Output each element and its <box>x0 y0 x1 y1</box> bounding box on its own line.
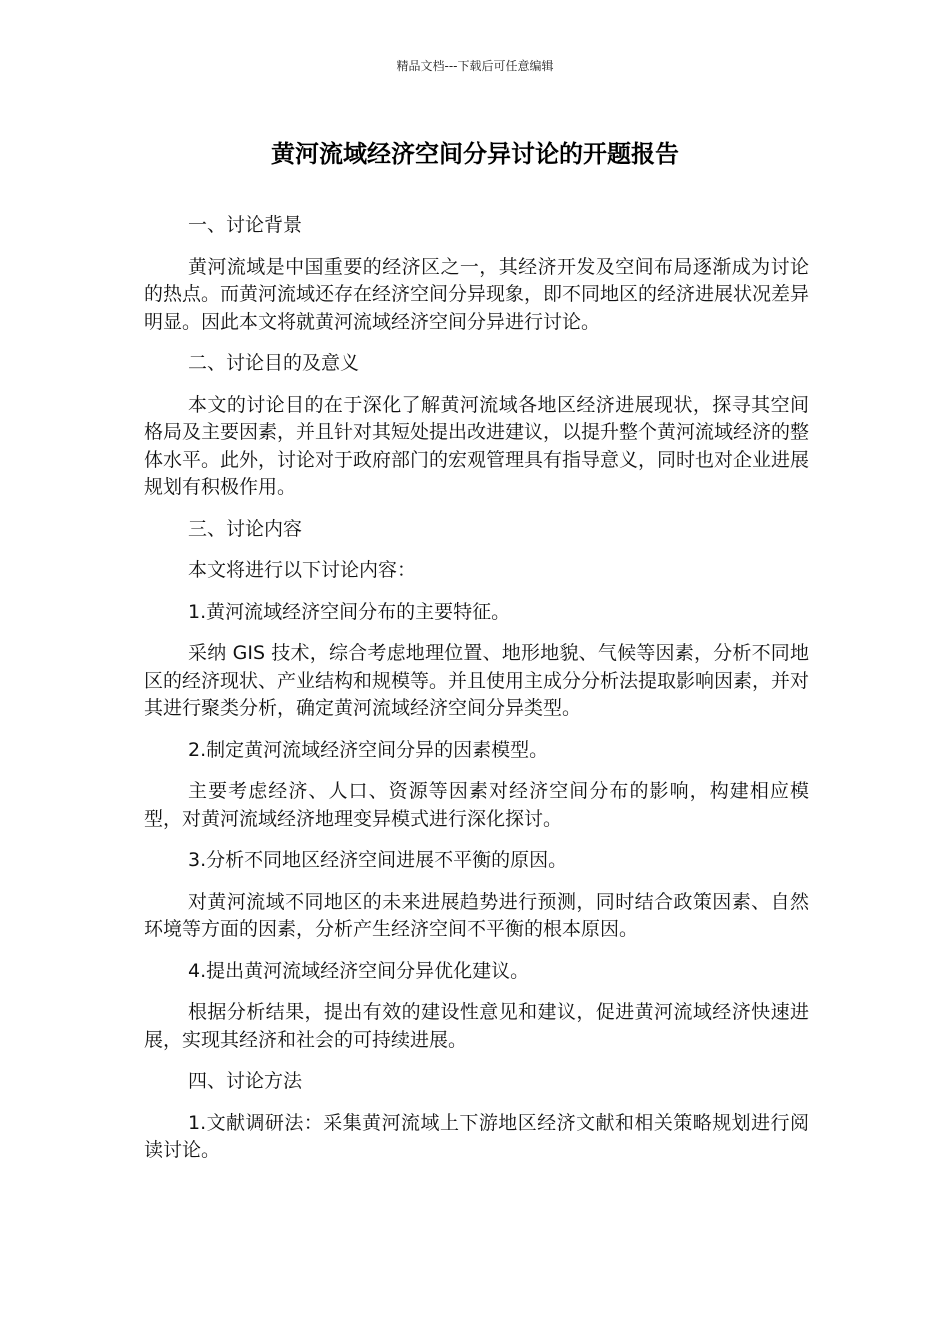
paragraph-content-intro: 本文将进行以下讨论内容： <box>188 559 417 581</box>
paragraph-content-4: 根据分析结果，提出有效的建设性意见和建议，促进黄河流域经济快速进展，实现其经济和社会的可持续进展。 <box>144 1001 809 1051</box>
document-body <box>144 212 809 1179</box>
paragraph-background: 黄河流域是中国重要的经济区之一，其经济开发及空间布局逐渐成为讨论的热点。而黄河流域还存在经济空间分异现象，即不同地区的经济进展状况差异明显。因此本文将就黄河流域经济空间分异进行讨论。 <box>144 255 810 333</box>
paragraph-content-2: 主要考虑经济、人口、资源等因素对经济空间分布的影响，构建相应模型，对黄河流域经济地理变异模式进行深化探讨。 <box>144 780 809 830</box>
document-title: 黄河流域经济空间分异讨论的开题报告 <box>271 140 679 168</box>
section-heading-background: 一、讨论背景 <box>188 214 303 236</box>
list-item-content-2: 2.制定黄河流域经济空间分异的因素模型。 <box>188 738 549 761</box>
section-heading-method: 四、讨论方法 <box>188 1070 303 1092</box>
paragraph-content-1: 采纳 GIS 技术，综合考虑地理位置、地形地貌、气候等因素，分析不同地区的经济现状、产业结构和规模等。并且使用主成分分析法提取影响因素，并对其进行聚类分析，确定黄河流域经济空间分异类型。 <box>144 642 810 719</box>
paragraph-purpose: 本文的讨论目的在于深化了解黄河流域各地区经济进展现状，探寻其空间格局及主要因素，并且针对其短处提出改进建议，以提升整个黄河流域经济的整体水平。此外，讨论对于政府部门的宏观管理具有指导意义，同时也对企业进展规划有积极作用。 <box>144 393 810 498</box>
list-item-method-1: 1.文献调研法：采集黄河流域上下游地区经济文献和相关策略规划进行阅读讨论。 <box>144 1111 809 1161</box>
page-header: 精品文档---下载后可任意编辑 <box>396 59 554 73</box>
list-item-content-3: 3.分析不同地区经济空间进展不平衡的原因。 <box>188 849 568 871</box>
section-heading-content: 三、讨论内容 <box>188 517 303 540</box>
list-item-content-1: 1.黄河流域经济空间分布的主要特征。 <box>188 600 511 623</box>
paragraph-content-3: 对黄河流域不同地区的未来进展趋势进行预测，同时结合政策因素、自然环境等方面的因素，分析产生经济空间不平衡的根本原因。 <box>144 890 809 940</box>
list-item-content-4: 4.提出黄河流域经济空间分异优化建议。 <box>188 959 530 982</box>
section-heading-purpose: 二、讨论目的及意义 <box>188 352 360 374</box>
